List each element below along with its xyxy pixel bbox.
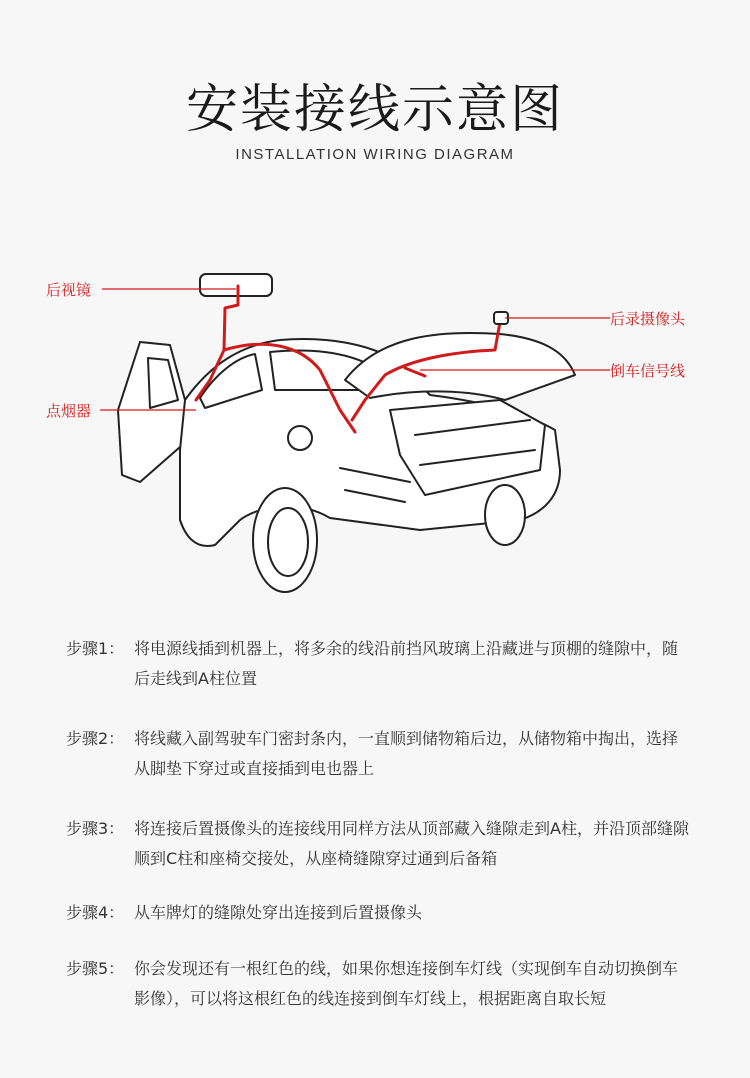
page-title: 安装接线示意图 xyxy=(185,80,564,140)
open-door xyxy=(118,342,188,482)
page-subtitle: INSTALLATION WIRING DIAGRAM xyxy=(235,146,515,163)
step-text: 将电源线插到机器上，将多余的线沿前挡风玻璃上沿藏进与顶棚的缝隙中，随后走线到A柱位置 xyxy=(134,639,679,688)
label-rearview-mirror: 后视镜 xyxy=(46,281,92,299)
step-label: 步骤3： xyxy=(66,819,125,838)
mirror-shape xyxy=(200,274,272,296)
step-label: 步骤2： xyxy=(66,729,125,748)
step-text: 将线藏入副驾驶车门密封条内，一直顺到储物箱后边，从储物箱中掏出，选择从脚垫下穿过或直接插到电也器上 xyxy=(134,729,679,778)
label-reverse-signal: 倒车信号线 xyxy=(610,362,686,380)
step-text: 将连接后置摄像头的连接线用同样方法从顶部藏入缝隙走到A柱，并沿顶部缝隙顺到C柱和座椅交接处，从座椅缝隙穿过通到后备箱 xyxy=(134,819,689,868)
step-label: 步骤5： xyxy=(66,959,125,978)
trunk-lid xyxy=(345,333,575,400)
label-cigarette-lighter: 点烟器 xyxy=(46,402,92,420)
wiring-diagram xyxy=(0,250,750,620)
label-rear-camera: 后录摄像头 xyxy=(610,310,686,328)
step-label: 步骤1： xyxy=(66,639,125,658)
step-text: 你会发现还有一根红色的线，如果你想连接倒车灯线（实现倒车自动切换倒车影像），可以将这根红色的线连接到倒车灯线上，根据距离自取长短 xyxy=(134,959,679,1008)
step-label: 步骤4： xyxy=(66,903,125,922)
car-illustration xyxy=(0,250,750,620)
rear-wheel xyxy=(485,485,525,545)
step-text: 从车牌灯的缝隙处穿出连接到后置摄像头 xyxy=(134,903,423,922)
